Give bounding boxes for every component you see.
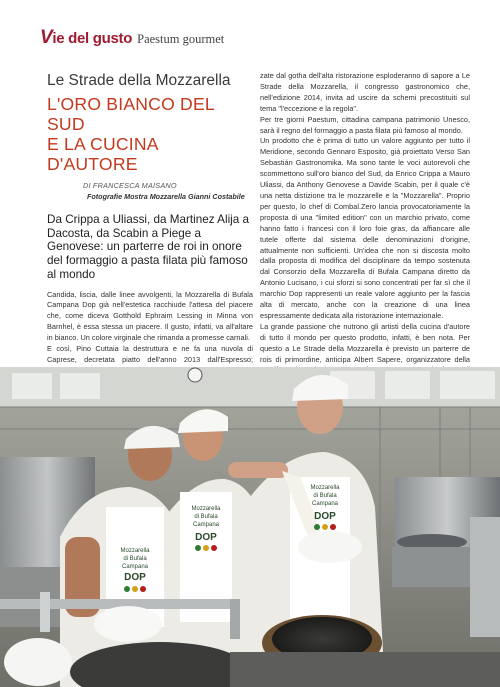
paragraph: E così, Pino Cuttaia la destruttura e ne fa una nuvola di Caprese, decretata piatto dell'anno 2013 dall'Espresso; <box>47 344 253 364</box>
article-kicker: Le Strade della Mozzarella <box>47 72 231 89</box>
dairy-workers-photo <box>0 367 500 687</box>
apron-text: Mozzarella <box>120 548 150 554</box>
apron-text: di Bufala <box>313 493 337 499</box>
apron-text: Campana <box>192 522 220 528</box>
photo-credit: Fotografie Mostra Mozzarella Gianni Costabile <box>87 192 245 201</box>
clock-icon <box>188 368 202 382</box>
bowl <box>94 606 162 642</box>
paragraph: zate dal gotha dell'alta ristorazione esploderanno di sapore a Le Strade della Mozzarella, il congresso gastronomico che, nell'edizione 2014, invita ad uscire da schemi precostituiti sul tema "l'eccezione e la regola". <box>260 71 470 113</box>
byline: DI FRANCESCA MAISANO <box>83 181 177 190</box>
article-photo <box>0 367 500 687</box>
apron-text: Mozzarella <box>310 485 340 491</box>
lead-paragraph: Da Crippa a Uliassi, da Martinez Alija a Dacosta, da Scabin a Piege a Genovese: un parterre de roi in onore del formaggio a pasta filata più famoso al mondo <box>47 213 250 281</box>
apron-text: di Bufala <box>194 514 218 520</box>
magazine-logo: Vie del gusto <box>40 27 133 48</box>
apron-dop: DOP <box>124 572 146 583</box>
apron-dop: DOP <box>195 532 217 543</box>
section-title: Paestum gourmet <box>137 32 225 46</box>
paragraph: Un prodotto che è prima di tutto un valore aggiunto per tutto il Meridione, secondo Gennaro Esposito, già proiettato Verso San Sebastián Gastronomika. Ma sono tante le voci autorevoli che scommettono sull'oro bianco del Sud, da Enrico Crippa a Mauro Uliassi, da Anthony Genovese a Davide Scabin, per il quale c'è una netta distizione tra le mozzarelle e la "Mozzarella". Proprio per questo, lo chef di Combal.Zero lancia provocatoriamente la proposta di una "limited edition" con un marchio privato, come hanno fatto i francesi con il loro foie gras, da affiancare alle tutele offerte dal sistema delle denominazioni d'origine, attualmente non sufficienti. Un'idea che non si discosta molto dalla proposta di modifica del disciplinare da tempo sostenuta dal Consorzio della Mozzarella di Bufala Campana diretto da Antonio Lucisano, i cui sforzi si sono concentrati per far sì che il marchio Dop rappresenti un reale valore aggiunto per la fascia alta di mercato, anche con la creazione di una linea espressamente dedicata alla ristorazione internazionale. <box>260 136 470 320</box>
right-column <box>260 71 470 387</box>
body-text-right <box>260 71 470 387</box>
apron-text: Mozzarella <box>191 506 221 512</box>
ladle <box>4 638 72 686</box>
article-headline <box>47 94 253 174</box>
magazine-header <box>40 27 224 47</box>
bowl <box>298 531 362 563</box>
paragraph: Per tre giorni Paestum, cittadina campana patrimonio Unesco, sarà il regno del formaggio a pasta filata più famoso al mondo. <box>260 114 470 135</box>
headline-line-2: E LA CUCINA D'AUTORE <box>47 134 158 174</box>
paragraph: Candida, liscia, dalle linee avvolgenti, la Mozzarella di Bufala Campana Dop già nell'estetica racchiude l'attesa del piacere che, come diceva Gotthold Ephraim Lessing in Minna von Barnhel, è essa stessa un piacere. Il gusto, infatti, va all'altare in bianco. Un colore virginale che rimanda a promesse carnali. <box>47 289 253 343</box>
apron-dop: DOP <box>314 511 336 522</box>
paragraph: La grande passione che nutrono gli artisti della cucina d'autore di tutto il mondo per questo prodotto, infatti, è ben nota. Per questo a Le Strade della Mozzarella è previsto un parterre de rois di primordine, anticipa Albert Sapere, organizzatore della <box>260 321 470 364</box>
headline-line-1: L'ORO BIANCO DEL SUD <box>47 94 215 134</box>
apron-text: di Bufala <box>123 556 147 562</box>
apron-text: Campana <box>121 564 149 570</box>
apron-text: Campana <box>311 501 339 507</box>
